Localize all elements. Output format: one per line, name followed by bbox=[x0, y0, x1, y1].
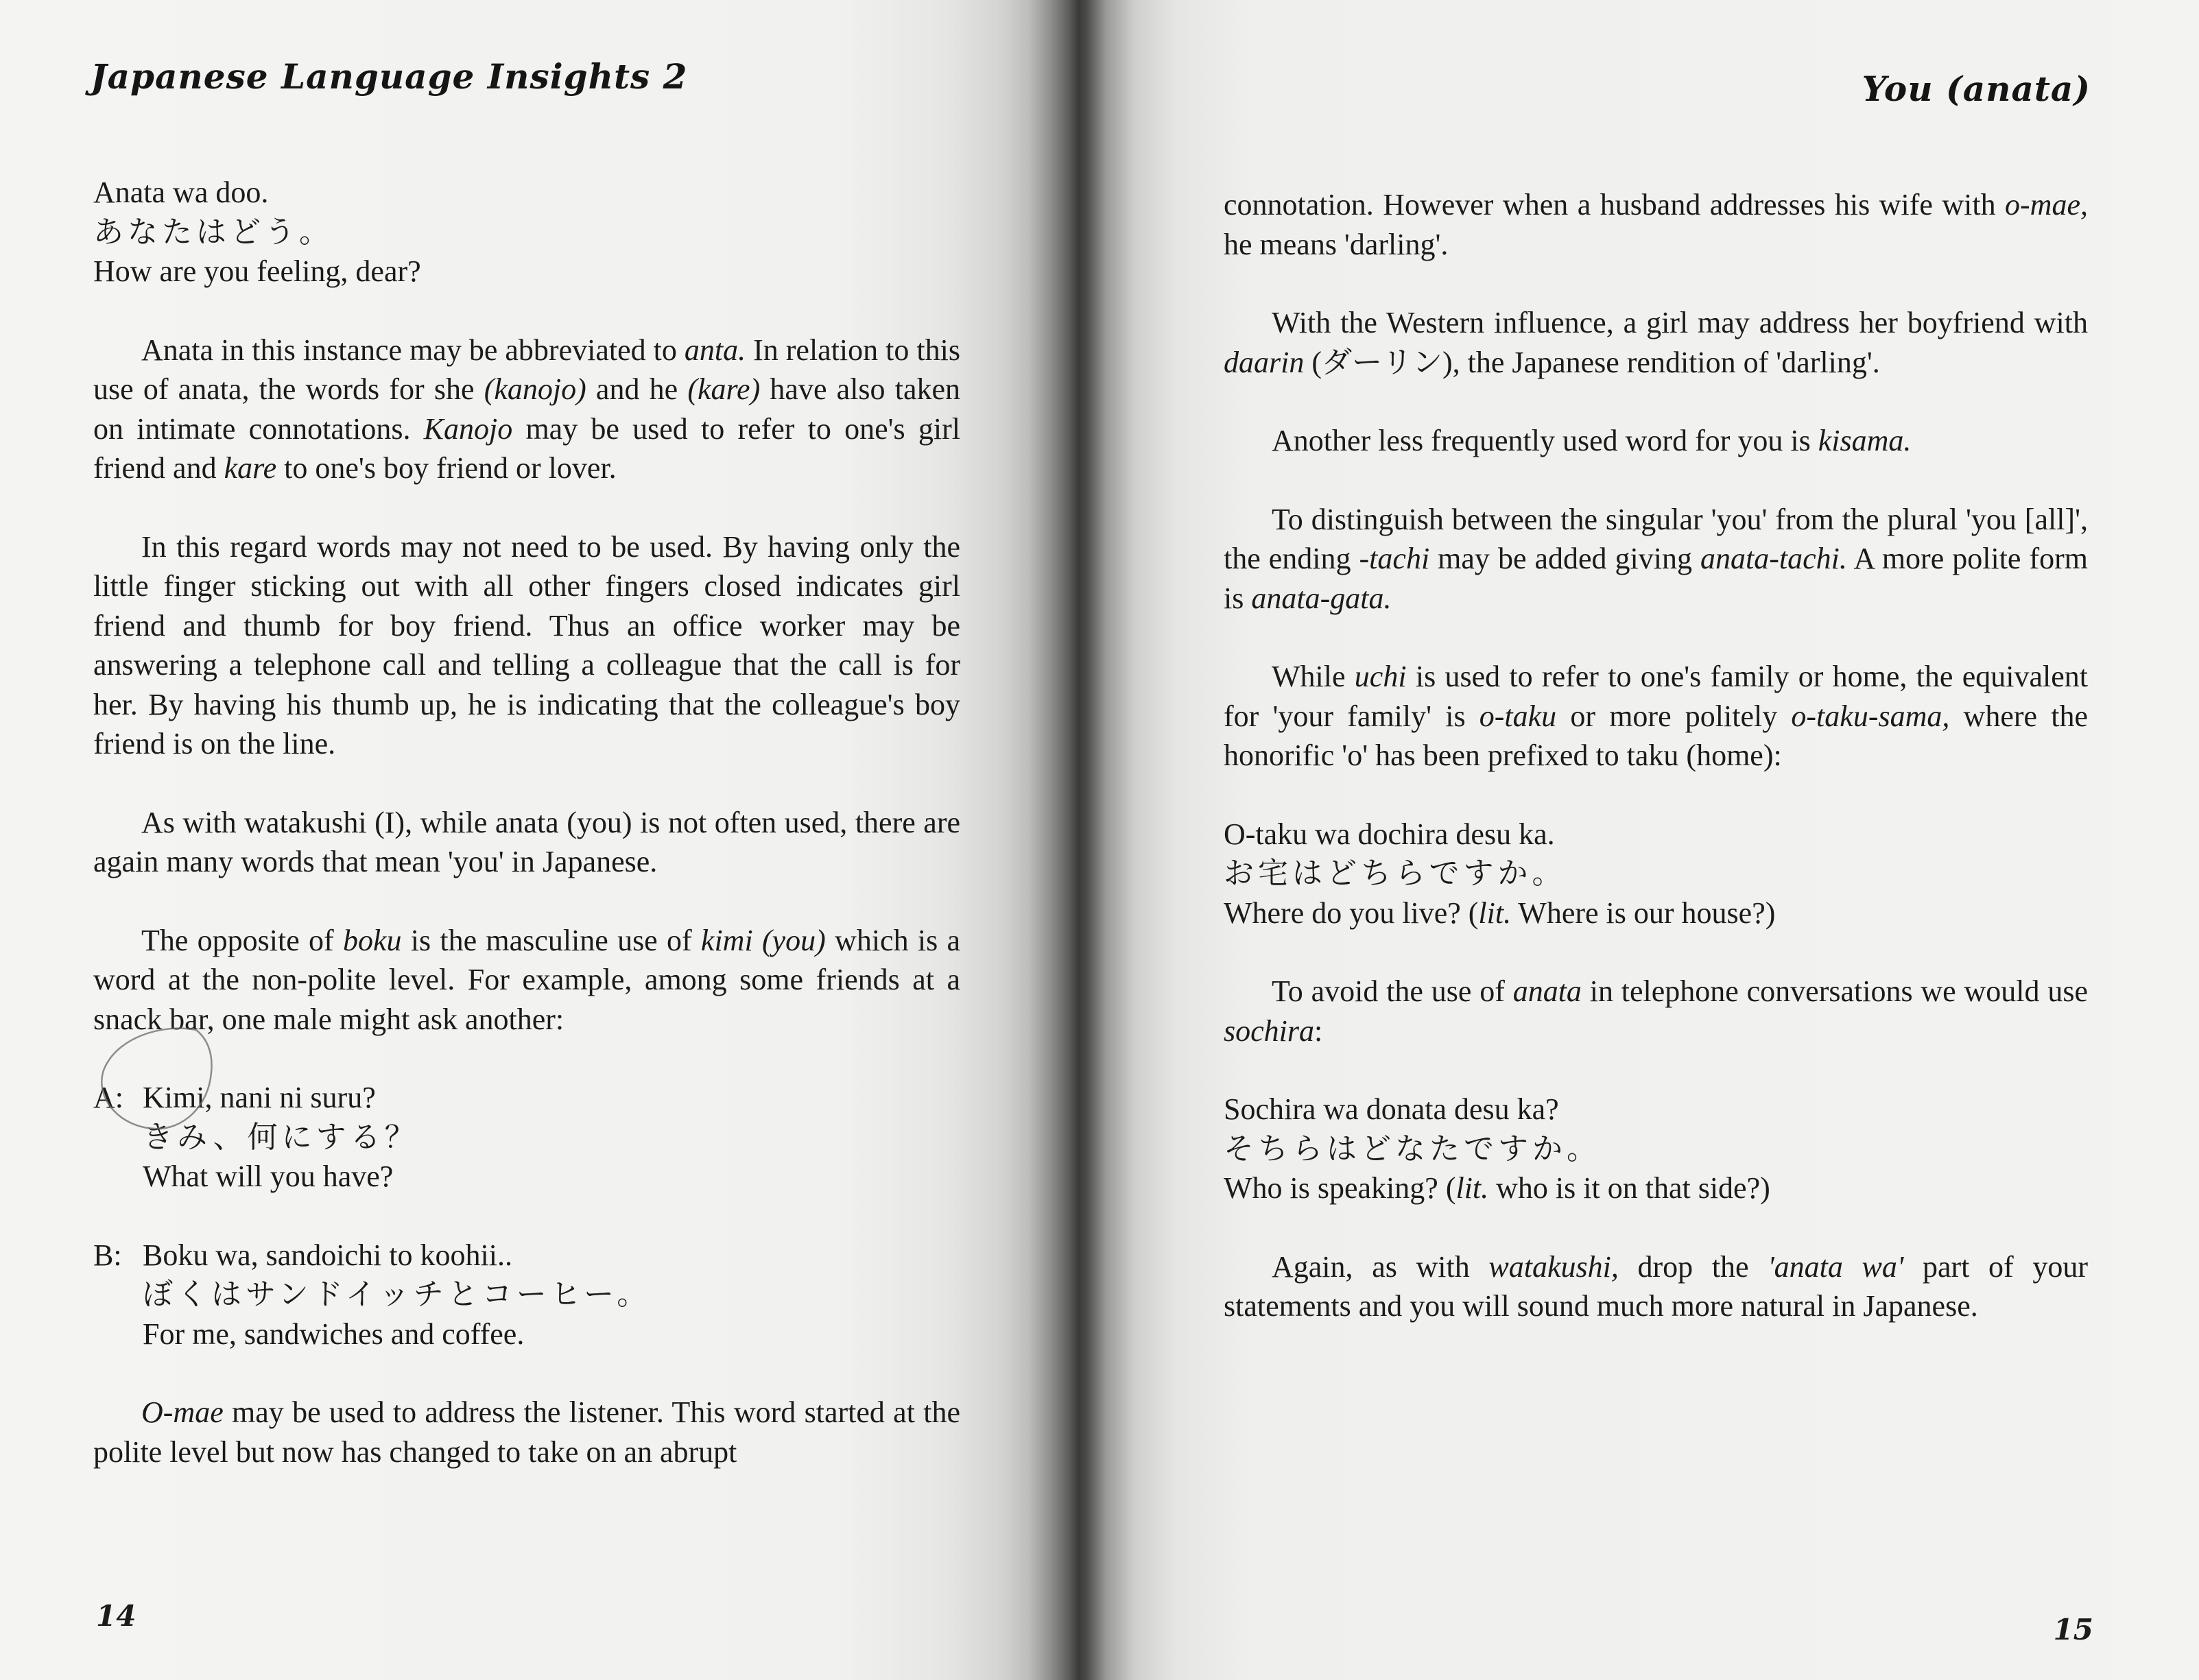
example-romaji: Anata wa doo. bbox=[93, 176, 269, 209]
paragraph-connotation: connotation. However when a husband addresses his wife with o-mae, he means 'darling'. bbox=[1224, 188, 2088, 261]
example-anata-wa-doo bbox=[93, 173, 960, 291]
left-page-body bbox=[93, 173, 960, 1511]
dialog-romaji: Kimi, nani ni suru? bbox=[143, 1081, 376, 1114]
dialog-romaji: Boku wa, sandoichi to koohii.. bbox=[143, 1238, 512, 1272]
example-english: Where do you live? (lit. Where is our house?) bbox=[1224, 896, 1776, 930]
example-romaji: Sochira wa donata desu ka? bbox=[1224, 1092, 1559, 1126]
paragraph-o-mae: O-mae may be used to address the listener. This word started at the polite level but now has changed to take on an abrupt bbox=[93, 1395, 960, 1469]
paragraph-kimi: The opposite of boku is the masculine use of kimi (you) which is a word at the non-polite level. For example, among some friends at a snack bar, one male might ask another: bbox=[93, 923, 960, 1036]
dialog-japanese: きみ、何にする？ bbox=[143, 1119, 419, 1155]
paragraph-sochira: To avoid the use of anata in telephone conversations we would use sochira: bbox=[1224, 974, 2088, 1048]
paragraph-tachi: To distinguish between the singular 'you' from the plural 'you [all]', the ending -tachi may be added giving anata-tachi. A more polite form is anata-gata. bbox=[1224, 502, 2088, 615]
example-romaji: O-taku wa dochira desu ka. bbox=[1224, 817, 1555, 851]
right-page bbox=[1097, 0, 2199, 1680]
paragraph-otaku: While uchi is used to refer to one's family or home, the equivalent for 'your family' is o-taku or more politely o-taku-sama, where the honorific 'o' has been prefixed to taku (home): bbox=[1224, 660, 2088, 772]
running-head-left: Japanese Language Insights 2 bbox=[91, 56, 688, 97]
paragraph-anta: Anata in this instance may be abbreviated to anta. In relation to this use of anata, the words for she (kanojo) and he (kare) have also taken on intimate connotations. Kanojo may be used to refer to one's girl friend and kare to one's boy friend or lover. bbox=[93, 333, 961, 485]
pencil-circle-mark bbox=[93, 1024, 230, 1141]
example-japanese: そちらはどなたですか。 bbox=[1224, 1131, 1601, 1166]
paragraph-kisama: Another less frequently used word for you is kisama. bbox=[1272, 424, 1912, 457]
dialog-japanese: ぼくはサンドイッチとコーヒー。 bbox=[143, 1277, 652, 1312]
dialog-english: What will you have? bbox=[143, 1160, 394, 1193]
example-sochira bbox=[1224, 1090, 2088, 1208]
example-english: How are you feeling, dear? bbox=[93, 254, 421, 288]
example-japanese: お宅はどちらですか。 bbox=[1224, 856, 1567, 891]
paragraph-many-words: As with watakushi (I), while anata (you) is not often used, there are again many words that mean 'you' in Japanese. bbox=[93, 805, 960, 878]
dialog-speaker: B: bbox=[93, 1238, 122, 1272]
running-head-right: You (anata) bbox=[1862, 69, 2091, 109]
right-page-body bbox=[1224, 185, 2088, 1365]
paragraph-natural: Again, as with watakushi, drop the 'anata wa' part of your statements and you will sound much more natural in Japanese. bbox=[1224, 1249, 2088, 1323]
left-page bbox=[0, 0, 1056, 1680]
example-otaku bbox=[1224, 815, 2088, 933]
page-number-left: 14 bbox=[96, 1599, 136, 1633]
dialog-line-b bbox=[93, 1236, 960, 1354]
dialog-english: For me, sandwiches and coffee. bbox=[143, 1317, 525, 1351]
paragraph-daarin: With the Western influence, a girl may address her boyfriend with daarin (ダーリン), the Japanese rendition of 'darling'. bbox=[1224, 306, 2088, 379]
example-english: Who is speaking? (lit. who is it on that side?) bbox=[1224, 1171, 1770, 1205]
page-number-right: 15 bbox=[2053, 1613, 2093, 1646]
paragraph-gestures: In this regard words may not need to be used. By having only the little finger sticking out with all other fingers closed indicates girl friend and thumb for boy friend. Thus an office worker may be answering a telephone call and telling a colleague that the call is for her. By having his thumb up, he is indicating that the colleague's boy friend is on the line. bbox=[93, 529, 960, 760]
example-japanese: あなたはどう。 bbox=[93, 214, 333, 250]
dialog-speaker: A: bbox=[93, 1081, 123, 1114]
